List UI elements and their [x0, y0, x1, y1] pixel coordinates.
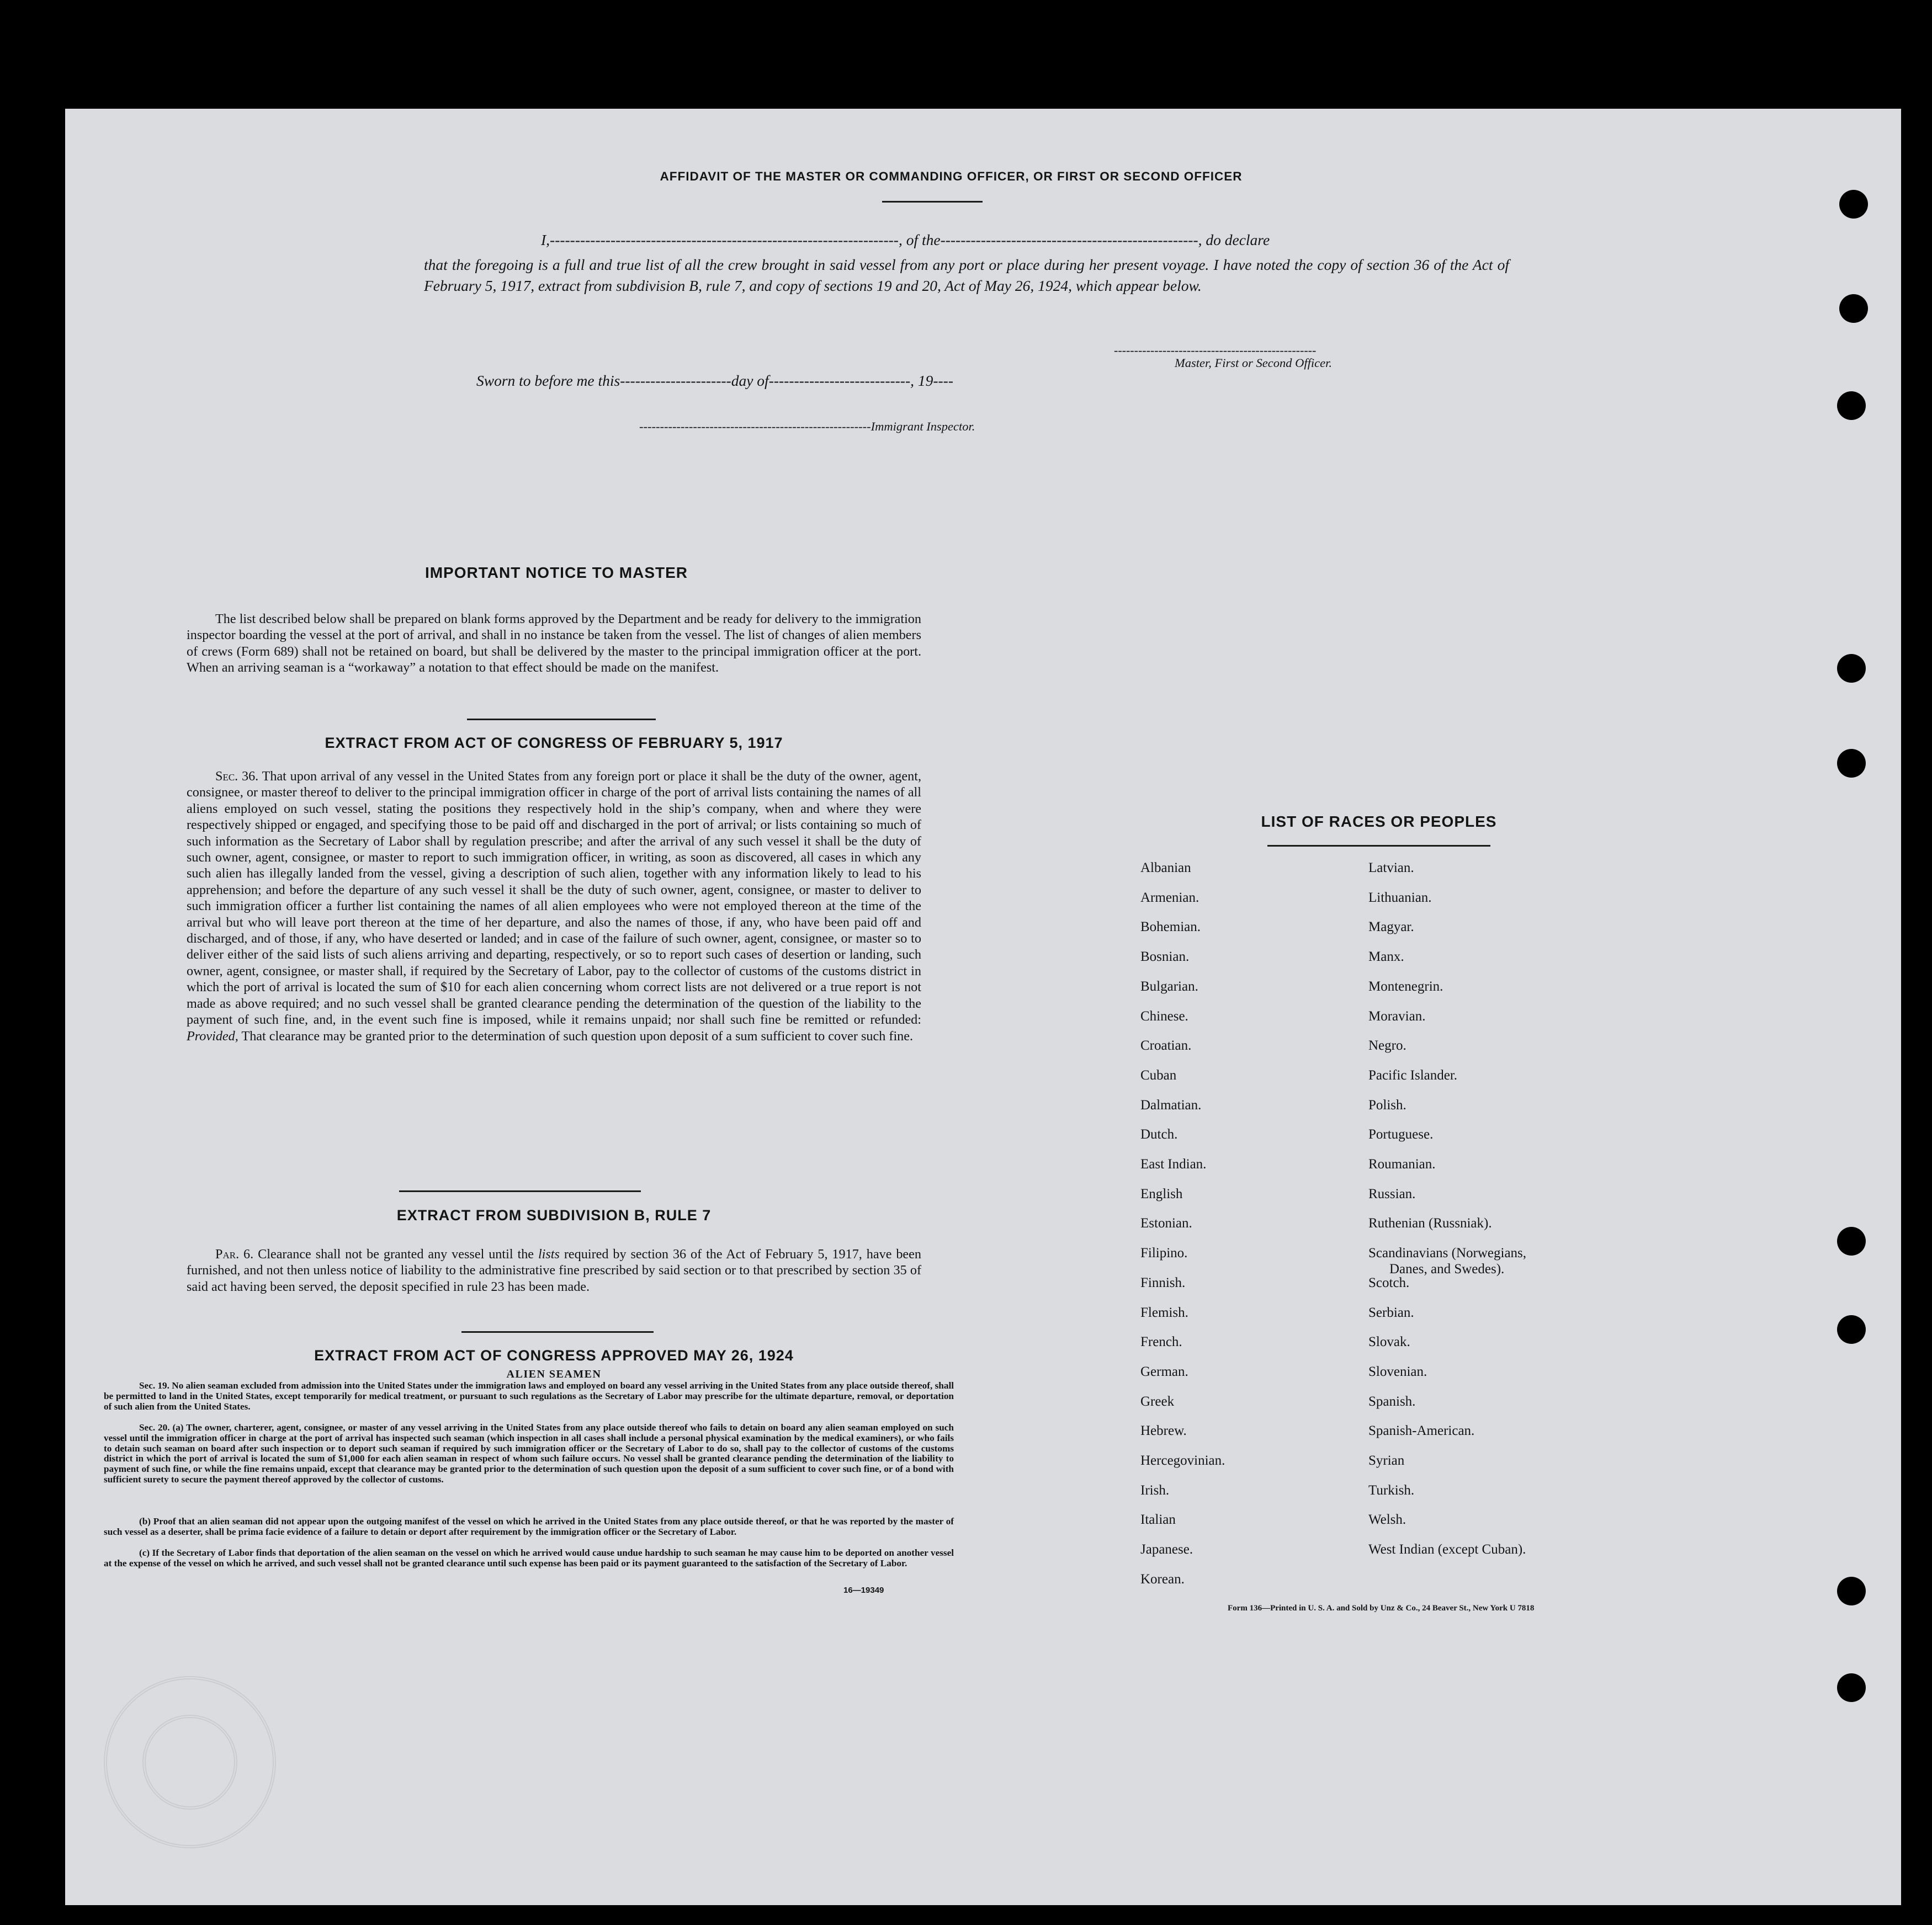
race-item: Filipino.	[1140, 1246, 1188, 1261]
binder-hole	[1837, 654, 1866, 683]
race-item: Albanian	[1140, 860, 1191, 875]
affidavit-declaration-line	[476, 231, 1511, 249]
race-item: Italian	[1140, 1512, 1176, 1528]
extract-1917-rule	[399, 1190, 641, 1192]
affidavit-title-rule	[882, 201, 983, 203]
race-item: Portuguese.	[1368, 1127, 1434, 1142]
race-item: Roumanian.	[1368, 1157, 1436, 1172]
race-item: Croatian.	[1140, 1038, 1192, 1054]
race-item: Slovenian.	[1368, 1364, 1427, 1379]
race-item: Finnish.	[1140, 1275, 1186, 1290]
extract-1924-title: EXTRACT FROM ACT OF CONGRESS APPROVED MAY 26, 1924	[314, 1347, 794, 1364]
race-item: Spanish.	[1368, 1394, 1416, 1409]
sec-20c-text: (c) If the Secretary of Labor finds that deportation of the alien seaman on the vessel on which he arrived would cause undue hardship to such seaman he may cause him to be deported on another vessel at the expense of the vessel on which he arrived, and such vessel shall not be granted clearance until such expense has been paid or its payment guaranteed to the satisfaction of the Secretary of Labor.	[104, 1548, 954, 1568]
race-item: Turkish.	[1368, 1482, 1415, 1498]
race-item: German.	[1140, 1364, 1188, 1379]
races-rule	[1267, 845, 1490, 847]
sec-20a-text: Sec. 20. (a) The owner, charterer, agent, consignee, or master of any vessel arriving in the United States from any place outside thereof who fails to detain on board any alien seaman employed on such vessel until the immigration officer in charge at the port of arrival has inspected such seaman (which inspection in all cases shall include a personal physical examination by the medical examiners), or who fails to detain such seaman on board after such inspection or to deport such seaman if required by such immigration officer or the Secretary of Labor to do so, shall pay to the collector of customs of the customs district in which the port of arrival is located the sum of $1,000 for each alien seaman in respect of whom such failure occurs. No vessel shall be granted clearance pending the determination of the liability to payment of such fine, or while the fine remains unpaid, except that clearance may be granted prior to the determination of such question upon the deposit of a sum sufficient to cover such fine, or of a bond with sufficient surety to secure the payment thereof approved by the collector of customs.	[104, 1422, 954, 1485]
month-blank: ----------------------------	[768, 372, 911, 389]
binder-hole	[1839, 190, 1868, 219]
race-item: Scandinavians (Norwegians,	[1368, 1246, 1527, 1261]
rule7-body	[187, 1246, 921, 1295]
race-item: Syrian	[1368, 1453, 1405, 1468]
race-item: Latvian.	[1368, 860, 1414, 875]
binder-hole	[1837, 1315, 1866, 1344]
affidavit-of-the: , of the	[898, 231, 941, 248]
race-item: Pacific Islander.	[1368, 1067, 1458, 1083]
race-item: East Indian.	[1140, 1157, 1207, 1172]
notice-title: IMPORTANT NOTICE TO MASTER	[424, 564, 688, 581]
sec-19-text: Sec. 19. No alien seaman excluded from admission into the United States under the immigration laws and employed on board any vessel arriving in the United States from any place outside thereof, shall be permitted to land in the United States, except temporarily for medical treatment, or pursuant to such regulations as the Secretary of Labor may prescribe for the ultimate departure, removal, or deportation of such alien from the United States.	[104, 1380, 954, 1412]
race-item: Polish.	[1368, 1097, 1406, 1113]
rule7-title: EXTRACT FROM SUBDIVISION B, RULE 7	[396, 1207, 712, 1224]
lists-word: lists	[538, 1247, 560, 1262]
embossed-seal-inner	[142, 1715, 237, 1810]
race-item: Hercegovinian.	[1140, 1453, 1225, 1468]
race-item: Lithuanian.	[1368, 890, 1432, 905]
race-item: Armenian.	[1140, 890, 1199, 905]
day-blank: ----------------------	[620, 372, 731, 389]
race-item: Danes, and Swedes).	[1389, 1262, 1505, 1277]
printer-imprint: Form 136—Printed in U. S. A. and Sold by Unz & Co., 24 Beaver St., New York U 7818	[1228, 1604, 1535, 1613]
race-item: Flemish.	[1140, 1305, 1188, 1320]
sec-20b-text: (b) Proof that an alien seaman did not appear upon the outgoing manifest of the vessel on which he arrived in the United States from any place outside thereof, or that he was reported by the master of such vessel as a deserter, shall be prima facie evidence of a failure to detain or deport after requirement by the immigration officer or the Secretary of Labor.	[104, 1516, 954, 1537]
race-item: Hebrew.	[1140, 1423, 1187, 1439]
affidavit-declare: , do declare	[1198, 231, 1270, 248]
sec-36-text-end: That clearance may be granted prior to the determination of such question upon deposit of a sum sufficient to cover such fine.	[241, 1028, 914, 1044]
notice-body: The list described below shall be prepared on blank forms approved by the Department and be ready for delivery to the immigration inspector boarding the vessel at the port of arrival, and shall in no instance be taken from the vessel. The list of changes of alien members of crews (Form 689) shall not be retained on board, but shall be delivered by the master to the principal immigration officer at the port. When an arriving seaman is a “workaway” a notation to that effect should be made on the manifest.	[187, 611, 921, 676]
races-title: LIST OF RACES OR PEOPLES	[1261, 813, 1497, 830]
provided-word: Provided,	[187, 1028, 238, 1044]
race-item: Scotch.	[1368, 1275, 1410, 1290]
races-column-left	[1140, 860, 1350, 1611]
binder-hole	[1837, 1577, 1866, 1605]
race-item: Montenegrin.	[1368, 979, 1443, 994]
race-item: Cuban	[1140, 1067, 1177, 1083]
race-item: French.	[1140, 1334, 1182, 1350]
race-item: Negro.	[1368, 1038, 1406, 1054]
race-item: Slovak.	[1368, 1334, 1410, 1350]
race-item: Korean.	[1140, 1571, 1185, 1587]
race-item: Ruthenian (Russniak).	[1368, 1216, 1492, 1231]
master-signature-blank: --------------------------------------------------	[1114, 343, 1317, 357]
race-item: West Indian (except Cuban).	[1368, 1542, 1526, 1557]
race-item: Estonian.	[1140, 1216, 1192, 1231]
binder-hole	[1837, 749, 1866, 778]
inspector-line	[639, 419, 975, 434]
extract-1917-title: EXTRACT FROM ACT OF CONGRESS OF FEBRUARY 5, 1917	[325, 735, 783, 751]
race-item: Magyar.	[1368, 919, 1414, 935]
race-item: Greek	[1140, 1394, 1175, 1409]
race-item: Bosnian.	[1140, 949, 1190, 965]
race-item: Serbian.	[1368, 1305, 1414, 1320]
year-prefix: , 19	[910, 372, 933, 389]
inspector-label: Immigrant Inspector.	[871, 419, 975, 433]
extract-1917-body	[187, 768, 921, 1044]
race-item: English	[1140, 1186, 1183, 1201]
sworn-text: Sworn to before me this	[476, 372, 620, 389]
race-item: Russian.	[1368, 1186, 1416, 1201]
race-item: Dutch.	[1140, 1127, 1178, 1142]
race-item: Japanese.	[1140, 1542, 1193, 1557]
race-item: Chinese.	[1140, 1008, 1188, 1024]
alien-seamen-subtitle: ALIEN SEAMEN	[506, 1368, 602, 1380]
notice-rule	[467, 719, 656, 720]
par-6-label: Par. 6.	[215, 1247, 254, 1262]
master-signature-label: Master, First or Second Officer.	[1175, 356, 1332, 370]
binder-hole	[1839, 294, 1868, 323]
race-item: Manx.	[1368, 949, 1404, 965]
race-item: Welsh.	[1368, 1512, 1406, 1528]
affidavit-title: AFFIDAVIT OF THE MASTER OR COMMANDING OFFICER, OR FIRST OR SECOND OFFICER	[660, 169, 1243, 183]
rule7-rule	[461, 1331, 654, 1333]
affidavit-body: that the foregoing is a full and true list of all the crew brought in said vessel from any port or place during her present voyage. I have noted the copy of section 36 of the Act of February 5, 1917, extract from subdivision B, rule 7, and copy of sections 19 and 20, Act of May 26, 1924, which appear below.	[424, 256, 1509, 294]
form-code: 16—19349	[843, 1586, 884, 1595]
year-blank: ----	[933, 372, 953, 389]
name-blank: ---------------------------------------------------------------------	[550, 231, 899, 248]
race-item: Dalmatian.	[1140, 1097, 1202, 1113]
binder-hole	[1837, 1673, 1866, 1702]
document-page	[65, 109, 1901, 1905]
vessel-blank: ---------------------------------------------------	[940, 231, 1198, 248]
sec-36-text: That upon arrival of any vessel in the United States from any foreign port or place it shall be the duty of the owner, agent, consignee, or master thereof to deliver to the principal immigration officer in charge of the port of arrival lists containing the names of all aliens employed on such vessel, stating the positions they respectively hold in the ship’s company, when and where they were respectively shipped or engaged, and specifying those to be paid off and discharged in the port of arrival; or lists containing so much of such information as the Secretary of Labor shall by regulation prescribe; and after the arrival of any such vessel it shall be the duty of such owner, agent, consignee, or master to report to such immigration officer, in writing, as soon as discovered, all cases in which any such alien has illegally landed from the vessel, giving a description of such alien, together with any information likely to lead to his apprehension; and before the departure of any such vessel it shall be the duty of such owner, agent, consignee, or master to deliver to such immigration officer a further list containing the names of all alien employees who were not employed thereon at the time of the arrival but who will leave port thereon at the time of her departure, and also the names of those, if any, who have been paid off and discharged, and of those, if any, who have deserted or landed; and in case of the failure of such owner, agent, consignee, or master so to deliver either of the said lists of such aliens arriving and departing, respectively, or so to report such cases of desertion or landing, such owner, agent, consignee, or master shall, if required by the Secretary of Labor, pay to the collector of customs of the customs district in which the port of arrival is located the sum of $10 for each alien concerning whom correct lists are not delivered or a true report is not made as above required; and no such vessel shall be granted clearance pending the determination of the question of the liability to the payment of such fine, and, in the event such fine is imposed, while it remains unpaid; nor shall such fine be remitted or refunded:	[187, 769, 921, 1028]
inspector-signature-blank: --------------------------------------------------------	[639, 419, 871, 433]
races-column-right	[1368, 860, 1655, 1611]
day-of-text: day of	[731, 372, 769, 389]
sec-36-label: Sec. 36.	[215, 769, 259, 784]
race-item: Irish.	[1140, 1482, 1170, 1498]
binder-hole	[1837, 391, 1866, 420]
affidavit-i: I,	[541, 231, 550, 248]
race-item: Spanish-American.	[1368, 1423, 1475, 1439]
race-item: Bohemian.	[1140, 919, 1201, 935]
race-item: Moravian.	[1368, 1008, 1426, 1024]
sworn-line	[476, 372, 953, 390]
race-item: Bulgarian.	[1140, 979, 1198, 994]
binder-hole	[1837, 1227, 1866, 1256]
par-6-text: Clearance shall not be granted any vessel until the	[258, 1247, 534, 1262]
par-6-text-end: required by section 36 of the Act of February 5, 1917, have been furnished, and not then unless notice of liability to the administrative fine prescribed by said section or to that prescribed by section 35 of said act having been served, the deposit specified in rule 23 has been made.	[187, 1247, 922, 1294]
